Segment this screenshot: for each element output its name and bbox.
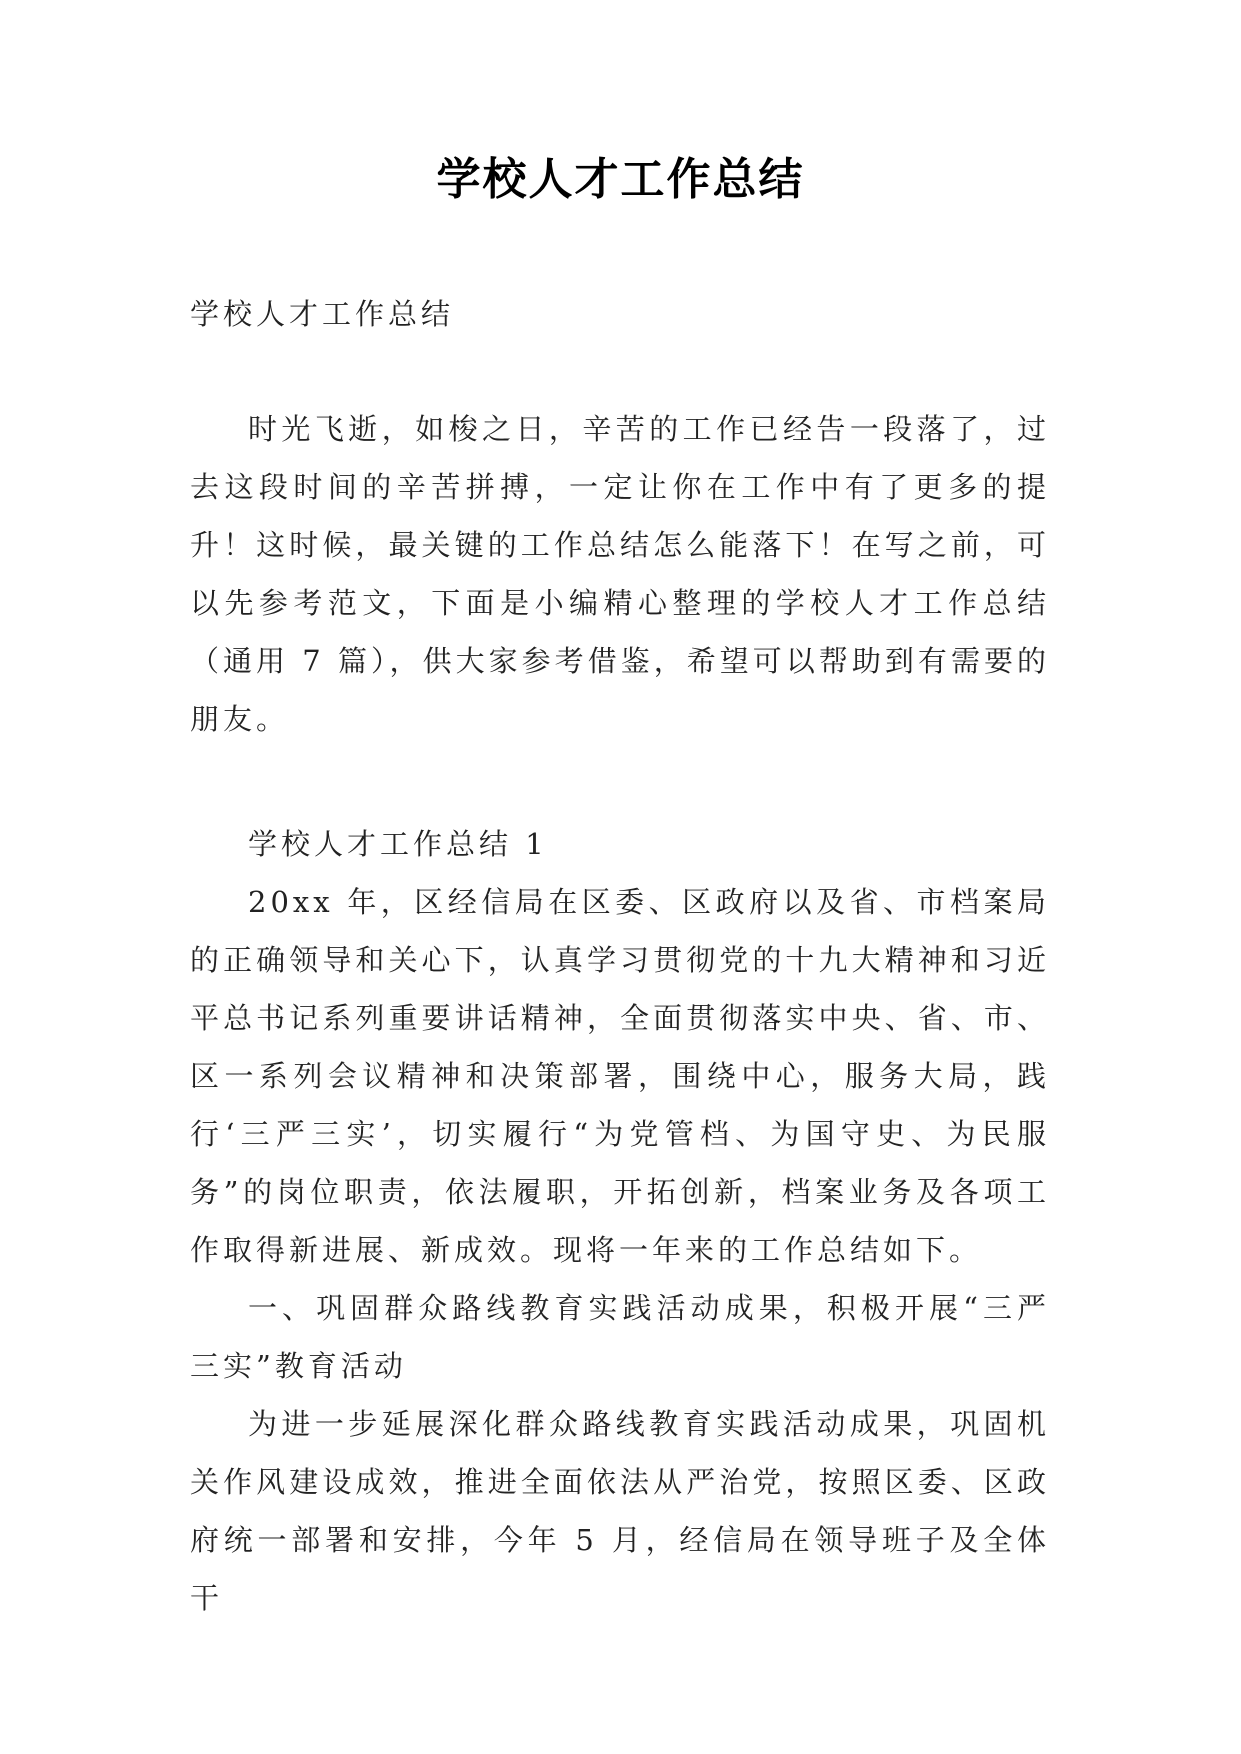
intro-section (190, 400, 1050, 748)
document-subtitle: 学校人才工作总结 (190, 297, 455, 331)
body-paragraph: 一、巩固群众路线教育实践活动成果，积极开展“三严三实”教育活动 (190, 1291, 1050, 1383)
body-section (190, 815, 1050, 1627)
intro-paragraph: 时光飞逝，如梭之日，辛苦的工作已经告一段落了，过去这段时间的辛苦拼搏，一定让你在工作中有了更多的提升！这时候，最关键的工作总结怎么能落下！在写之前，可以先参考范文，下面是小编精心整理的学校人才工作总结（通用 7 篇），供大家参考借鉴，希望可以帮助到有需要的朋友。 (190, 412, 1050, 736)
document-title: 学校人才工作总结 (436, 154, 805, 205)
section-heading: 学校人才工作总结 1 (248, 827, 548, 861)
body-paragraph: 为进一步延展深化群众路线教育实践活动成果，巩固机关作风建设成效，推进全面依法从严治党，按照区委、区政府统一部署和安排，今年 5 月，经信局在领导班子及全体干 (190, 1407, 1050, 1615)
body-paragraph: 20xx 年，区经信局在区委、区政府以及省、市档案局的正确领导和关心下，认真学习贯彻党的十九大精神和习近平总书记系列重要讲话精神，全面贯彻落实中央、省、市、区一系列会议精神和决策部署，围绕中心，服务大局，践行‘三严三实’，切实履行“为党管档、为国守史、为民服务”的岗位职责，依法履职，开拓创新，档案业务及各项工作取得新进展、新成效。现将一年来的工作总结如下。 (190, 885, 1050, 1267)
